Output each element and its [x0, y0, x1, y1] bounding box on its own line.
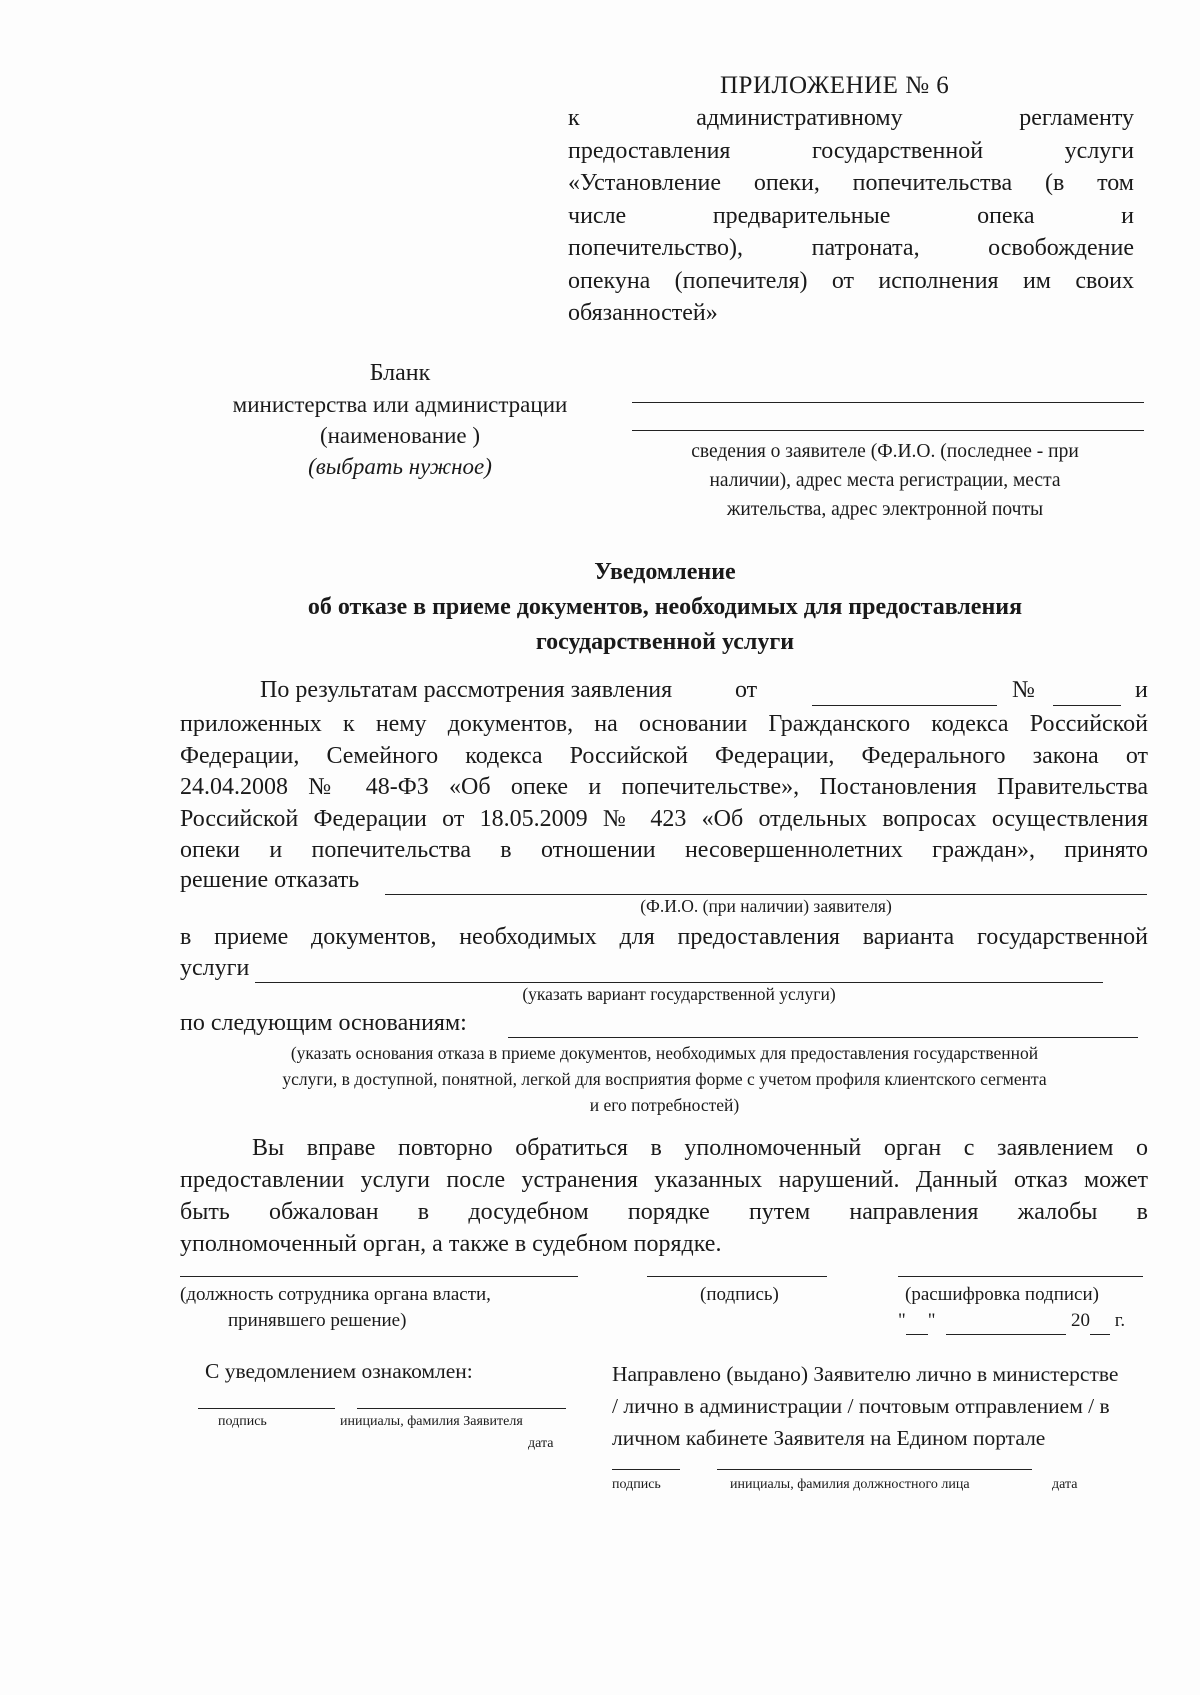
grounds-caption [172, 1040, 1157, 1118]
date-row [898, 1308, 1125, 1335]
reception-paragraph [180, 922, 1148, 954]
appendix-line: к административному регламенту [568, 105, 1134, 131]
sent-line: / лично в администрации / почтовым отправлением / в [612, 1394, 1110, 1418]
blank-line: министерства или администрации [232, 392, 568, 417]
applicant-caption-line: сведения о заявителе (Ф.И.О. (последнее - при [691, 441, 1079, 462]
main-line: 24.04.2008 № 48-ФЗ «Об опеке и попечительстве», Постановления Правительства [180, 774, 1148, 800]
application-number-field[interactable] [1053, 705, 1121, 706]
applicant-line[interactable] [632, 402, 1144, 403]
appeal-line: Вы вправе повторно обратиться в уполномоченный орган с заявлением о [252, 1135, 1148, 1161]
main-line: Российской Федерации от 18.05.2009 № 423 «Об отдельных вопросах осуществления [180, 805, 1148, 832]
date-suffix: г. [1114, 1310, 1126, 1331]
ack-name-field[interactable] [357, 1408, 566, 1409]
appendix-line: опекуна (попечителя) от исполнения им своих [568, 267, 1134, 294]
grounds-caption-line: услуги, в доступной, понятной, легкой для восприятия форме с учетом профиля клиентского сегмента [282, 1069, 1047, 1089]
main-paragraph [180, 709, 1148, 867]
sent-date-caption: дата [1052, 1477, 1078, 1492]
main-line1-no: № [1012, 677, 1035, 703]
service-caption: (указать вариант государственной услуги) [522, 984, 836, 1004]
date-year: 20 [1071, 1310, 1091, 1331]
sent-signature-caption: подпись [612, 1477, 661, 1492]
sent-signature-field[interactable] [612, 1469, 680, 1470]
applicant-caption [625, 437, 1145, 524]
date-quote-close: " [927, 1310, 936, 1331]
decision-field[interactable] [385, 894, 1147, 895]
position-caption-line: (должность сотрудника органа власти, [180, 1284, 491, 1305]
date-month-field[interactable] [946, 1308, 1066, 1335]
signature-field[interactable] [647, 1276, 827, 1277]
blank-line: (наименование ) [319, 423, 481, 448]
document-heading [160, 555, 1170, 660]
main-line: опеки и попечительства в отношении несовершеннолетних граждан», принято [180, 837, 1148, 863]
reception-line: в приеме документов, необходимых для предоставления варианта государственной [180, 924, 1148, 950]
heading-line: Уведомление [594, 559, 736, 585]
appendix-line: предоставления государственной услуги [568, 137, 1134, 164]
sent-line: Направлено (выдано) Заявителю лично в министерстве [612, 1362, 1119, 1386]
appendix-line: числе предварительные опека и [568, 202, 1134, 229]
grounds-caption-line: (указать основания отказа в приеме документов, необходимых для предоставления государственной [290, 1043, 1039, 1063]
ack-signature-field[interactable] [198, 1408, 335, 1409]
sent-name-caption: инициалы, фамилия должностного лица [730, 1477, 970, 1492]
applicant-caption-line: жительства, адрес электронной почты [726, 499, 1044, 520]
ack-name-caption: инициалы, фамилия Заявителя [340, 1414, 523, 1429]
appendix-title: ПРИЛОЖЕНИЕ № 6 [720, 72, 950, 99]
blank-title: Бланк [369, 360, 431, 386]
appeal-line: быть обжалован в досудебном порядке путем направления жалобы в [180, 1199, 1148, 1225]
applicant-caption-line: наличии), адрес места регистрации, места [709, 470, 1061, 491]
blank-line: (выбрать нужное) [308, 454, 492, 479]
date-year-field[interactable] [1090, 1308, 1110, 1335]
decision-label: решение отказать [180, 867, 360, 893]
position-field[interactable] [180, 1276, 578, 1277]
appendix-line: обязанностей» [568, 300, 718, 326]
grounds-label: по следующим основаниям: [180, 1010, 467, 1036]
heading-line: об отказе в приеме документов, необходимых для предоставления [307, 594, 1023, 620]
sent-name-field[interactable] [717, 1469, 1032, 1470]
service-field[interactable] [255, 982, 1103, 983]
date-quote-open: " [898, 1310, 906, 1331]
appendix-line: попечительство), патроната, освобождение [568, 235, 1134, 261]
application-date-field[interactable] [812, 705, 997, 706]
main-line1-from: от [735, 677, 758, 703]
appeal-line: уполномоченный орган, а также в судебном порядке. [180, 1231, 722, 1257]
main-line1-and: и [1135, 677, 1148, 703]
sent-block [612, 1358, 1187, 1454]
position-caption [180, 1282, 491, 1334]
appendix-body [568, 102, 1134, 330]
heading-line: государственной услуги [535, 629, 795, 655]
main-line: Федерации, Семейного кодекса Российской Федерации, Федерального закона от [180, 742, 1148, 769]
position-caption-line: принявшего решение) [228, 1310, 407, 1331]
signature-caption: (подпись) [700, 1284, 779, 1305]
decision-caption: (Ф.И.О. (при наличии) заявителя) [640, 896, 892, 916]
service-label: услуги [180, 955, 250, 981]
grounds-field[interactable] [508, 1037, 1138, 1038]
blank-block [195, 358, 605, 482]
main-line: приложенных к нему документов, на основании Гражданского кодекса Российской [180, 711, 1148, 737]
appeal-paragraph [180, 1132, 1148, 1260]
main-line1-left: По результатам рассмотрения заявления [260, 677, 673, 703]
ack-date-caption: дата [528, 1436, 554, 1451]
grounds-caption-line: и его потребностей) [589, 1095, 740, 1115]
signature-decode-field[interactable] [898, 1276, 1143, 1277]
sent-line: личном кабинете Заявителя на Едином портале [612, 1426, 1046, 1450]
applicant-line[interactable] [632, 430, 1144, 431]
decode-caption: (расшифровка подписи) [905, 1284, 1099, 1305]
acknowledged-label: С уведомлением ознакомлен: [205, 1359, 473, 1383]
ack-signature-caption: подпись [218, 1414, 267, 1429]
appeal-line: предоставлении услуги после устранения указанных нарушений. Данный отказ может [180, 1167, 1148, 1193]
date-day-field[interactable] [906, 1308, 928, 1335]
appendix-line: «Установление опеки, попечительства (в том [568, 170, 1134, 196]
